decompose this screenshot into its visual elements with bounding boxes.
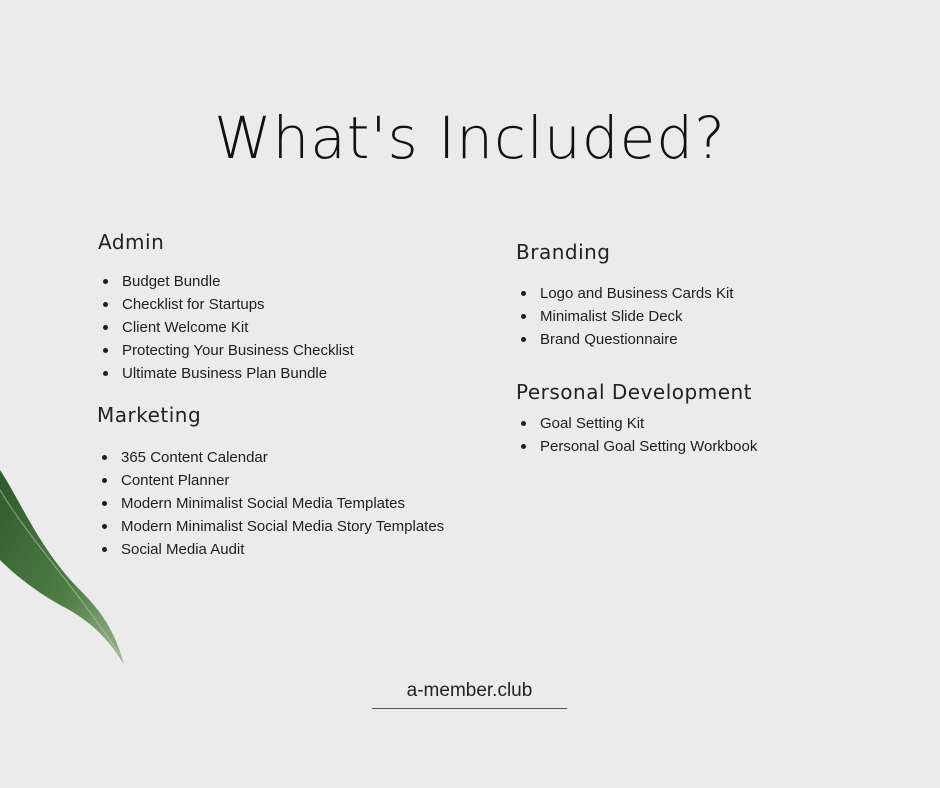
item-list bbox=[98, 270, 354, 385]
section-admin bbox=[98, 230, 354, 385]
list-item: Budget Bundle bbox=[98, 270, 354, 293]
footer bbox=[372, 680, 567, 709]
section-heading: Admin bbox=[98, 230, 165, 254]
section-personal-development bbox=[516, 380, 757, 458]
section-marketing bbox=[97, 403, 444, 561]
list-item: 365 Content Calendar bbox=[97, 446, 444, 469]
list-item: Logo and Business Cards Kit bbox=[516, 282, 733, 305]
list-item: Client Welcome Kit bbox=[98, 316, 354, 339]
list-item: Goal Setting Kit bbox=[516, 412, 757, 435]
list-item: Minimalist Slide Deck bbox=[516, 305, 733, 328]
site-link[interactable]: a-member.club bbox=[406, 680, 533, 701]
list-item: Protecting Your Business Checklist bbox=[98, 339, 354, 362]
item-list bbox=[97, 446, 444, 561]
list-item: Brand Questionnaire bbox=[516, 328, 733, 351]
section-heading: Personal Development bbox=[516, 380, 753, 404]
list-item: Social Media Audit bbox=[97, 538, 444, 561]
item-list bbox=[516, 282, 733, 351]
item-list bbox=[516, 412, 757, 458]
section-heading: Branding bbox=[516, 240, 611, 264]
section-heading: Marketing bbox=[97, 403, 202, 427]
list-item: Modern Minimalist Social Media Story Templates bbox=[97, 515, 444, 538]
list-item: Modern Minimalist Social Media Templates bbox=[97, 492, 444, 515]
divider bbox=[372, 708, 567, 709]
list-item: Content Planner bbox=[97, 469, 444, 492]
section-branding bbox=[516, 240, 733, 351]
list-item: Personal Goal Setting Workbook bbox=[516, 435, 757, 458]
list-item: Ultimate Business Plan Bundle bbox=[98, 362, 354, 385]
list-item: Checklist for Startups bbox=[98, 293, 354, 316]
page-title: What's Included? bbox=[214, 104, 726, 172]
